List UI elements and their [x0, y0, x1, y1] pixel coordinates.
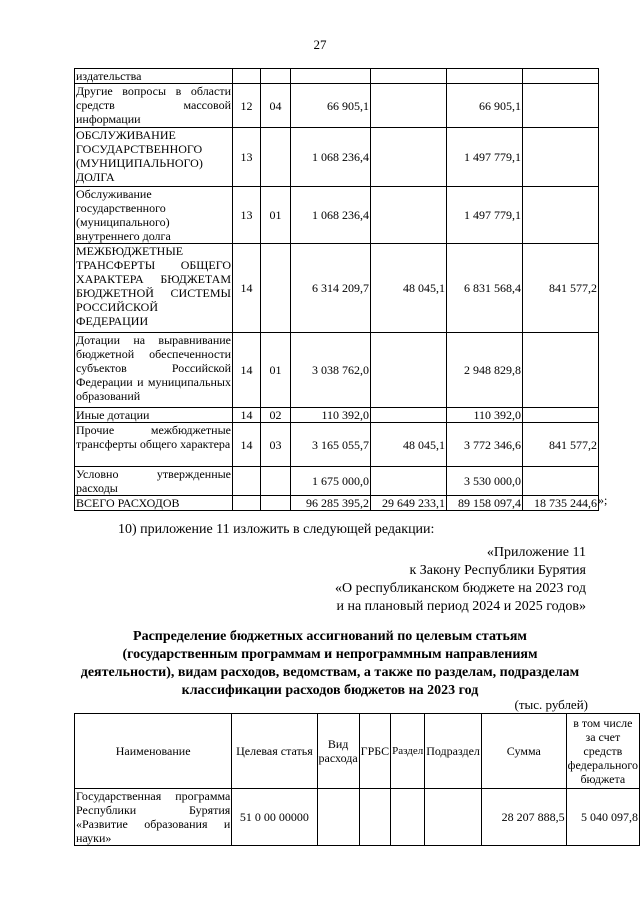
row-name: Прочие межбюджетные трансферты общего характера [75, 423, 233, 467]
razdel-cell: 14 [233, 333, 261, 408]
row-name: ВСЕГО РАСХОДОВ [75, 496, 233, 511]
table-row [75, 408, 599, 423]
podrazdel-cell: 03 [261, 423, 291, 467]
header-razdel: Раздел [391, 714, 425, 789]
appendix-line: «О республиканском бюджете на 2023 год [335, 581, 586, 596]
sum-2024-cell: 110 392,0 [291, 408, 371, 423]
row-name: издательства [75, 69, 233, 84]
sum-2025-cell: 2 948 829,8 [447, 333, 523, 408]
row-name: Условно утвержденные расходы [76, 467, 231, 495]
sum-2025-cell: 1 497 779,1 [447, 128, 523, 187]
grbs-cell [359, 789, 390, 846]
federal-2024-cell [371, 408, 447, 423]
page-number: 27 [313, 37, 327, 52]
razdel-cell: 13 [233, 187, 261, 244]
federal-2024-cell [371, 333, 447, 408]
federal-2025-cell: 841 577,2 [523, 244, 599, 333]
federal-2025-cell [523, 333, 599, 408]
row-name: Иные дотации [75, 408, 233, 423]
sum-2024-cell: 96 285 395,2 [291, 496, 371, 511]
appendix-heading [335, 544, 586, 616]
podrazdel-cell: 02 [261, 408, 291, 423]
razdel-cell [233, 69, 261, 84]
sum-2025-cell [447, 69, 523, 84]
sum-2025-cell: 3 772 346,6 [447, 423, 523, 467]
podrazdel-cell [261, 467, 291, 496]
sum-2025-cell: 3 530 000,0 [447, 467, 523, 496]
document-title: Распределение бюджетных ассигнований по целевым статьям (государственным программам и непрограммным направлениям деятельности), видам расходов, ведомствам, а также по разделам, подразделам классификации расходов бюджетов на 2023 год [80, 629, 580, 698]
sum-2024-cell [291, 69, 371, 84]
header-target: Целевая статья [232, 714, 317, 789]
sum-2025-cell: 6 831 568,4 [447, 244, 523, 333]
federal-2025-cell [523, 128, 599, 187]
razdel-cell [233, 496, 261, 511]
sum-2024-cell: 66 905,1 [291, 84, 371, 128]
razdel-cell [391, 789, 425, 846]
federal-2025-cell [523, 408, 599, 423]
row-name: Другие вопросы в области средств массовой информации [76, 84, 231, 126]
amendment-item: 10) приложение 11 изложить в следующей редакции: [118, 522, 435, 537]
razdel-cell: 13 [233, 128, 261, 187]
header-vid: Вид расхода [317, 714, 359, 789]
razdel-cell: 14 [233, 244, 261, 333]
table-row [75, 84, 599, 128]
razdel-cell: 14 [233, 423, 261, 467]
header-podrazdel: Подраздел [425, 714, 482, 789]
razdel-cell: 12 [233, 84, 261, 128]
vid-cell [317, 789, 359, 846]
sum-2024-cell: 3 165 055,7 [291, 423, 371, 467]
federal-2024-cell [371, 128, 447, 187]
podrazdel-cell [261, 244, 291, 333]
sum-2025-cell: 1 497 779,1 [447, 187, 523, 244]
row-name: МЕЖБЮДЖЕТНЫЕ ТРАНСФЕРТЫ ОБЩЕГО ХАРАКТЕРА БЮДЖЕТАМ БЮДЖЕТНОЙ СИСТЕМЫ РОССИЙСКОЙ ФЕДЕРАЦИИ [75, 244, 233, 333]
header-name: Наименование [75, 714, 232, 789]
federal-2025-cell [523, 69, 599, 84]
target-cell: 51 0 00 00000 [232, 789, 317, 846]
podrazdel-cell [261, 496, 291, 511]
table-row [75, 423, 599, 467]
federal-2025-cell: 18 735 244,6 [523, 496, 599, 511]
federal-2025-cell [523, 187, 599, 244]
podrazdel-cell: 01 [261, 187, 291, 244]
federal-2024-cell [371, 467, 447, 496]
allocation-table [74, 713, 640, 846]
sum-2025-cell: 110 392,0 [447, 408, 523, 423]
header-federal: в том числе за счет средств федерального бюджета [566, 714, 639, 789]
federal-2025-cell: 841 577,2 [523, 423, 599, 467]
sum-2024-cell: 1 675 000,0 [291, 467, 371, 496]
podrazdel-cell [425, 789, 482, 846]
federal-2025-cell [523, 84, 599, 128]
sum-2025-cell: 66 905,1 [447, 84, 523, 128]
podrazdel-cell: 01 [261, 333, 291, 408]
sum-2025-cell: 89 158 097,4 [447, 496, 523, 511]
appendix-line: и на плановый период 2024 и 2025 годов» [336, 599, 586, 614]
row-name: Государственная программа Республики Бурятия «Развитие образования и науки» [76, 789, 231, 845]
podrazdel-cell [261, 69, 291, 84]
table-row [75, 69, 599, 84]
podrazdel-cell [261, 128, 291, 187]
table-row [75, 333, 599, 408]
header-sum: Сумма [481, 714, 566, 789]
federal-cell: 5 040 097,8 [566, 789, 639, 846]
appendix-line: к Закону Республики Бурятия [409, 563, 586, 578]
table-row [75, 128, 599, 187]
table-row [75, 244, 599, 333]
table-row-total [75, 496, 599, 511]
federal-2024-cell: 48 045,1 [371, 244, 447, 333]
row-name: ОБСЛУЖИВАНИЕ ГОСУДАРСТВЕННОГО (МУНИЦИПАЛЬНОГО) ДОЛГА [75, 128, 233, 187]
closing-quote: »; [598, 493, 608, 507]
row-name: Обслуживание государственного (муниципального) внутреннего долга [75, 187, 233, 244]
row-name: Дотации на выравнивание бюджетной обеспеченности субъектов Российской Федерации и муниципальных образований [75, 333, 233, 408]
sum-2024-cell: 6 314 209,7 [291, 244, 371, 333]
federal-2024-cell [371, 84, 447, 128]
budget-sections-table [74, 68, 599, 511]
table-row [75, 467, 599, 496]
sum-2024-cell: 1 068 236,4 [291, 187, 371, 244]
appendix-line: «Приложение 11 [486, 545, 586, 560]
federal-2024-cell: 48 045,1 [371, 423, 447, 467]
federal-2025-cell [523, 467, 599, 496]
podrazdel-cell: 04 [261, 84, 291, 128]
table-row [75, 789, 640, 846]
razdel-cell [233, 467, 261, 496]
federal-2024-cell [371, 69, 447, 84]
federal-2024-cell: 29 649 233,1 [371, 496, 447, 511]
table-row [75, 187, 599, 244]
razdel-cell: 14 [233, 408, 261, 423]
sum-cell: 28 207 888,5 [481, 789, 566, 846]
sum-2024-cell: 1 068 236,4 [291, 128, 371, 187]
sum-2024-cell: 3 038 762,0 [291, 333, 371, 408]
units-label: (тыс. рублей) [514, 697, 588, 712]
header-grbs: ГРБС [359, 714, 390, 789]
table-header-row [75, 714, 640, 789]
federal-2024-cell [371, 187, 447, 244]
